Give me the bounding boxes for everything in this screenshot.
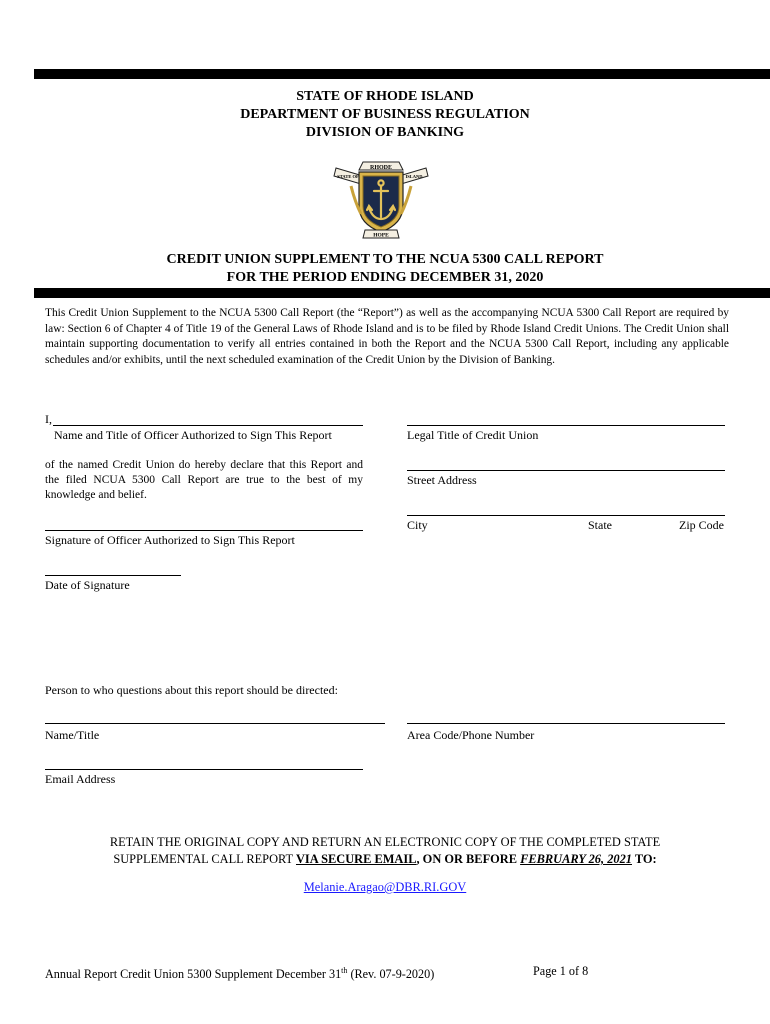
seal-left-text: STATE OF [337,174,359,179]
state-label: State [588,518,612,532]
retain-line-1: RETAIN THE ORIGINAL COPY AND RETURN AN ELECTRONIC COPY OF THE COMPLETED STATE [109,835,661,849]
seal-right-text: ISLAND [405,174,423,179]
footer-title-sup: th [341,966,348,975]
street-address-label: Street Address [407,473,477,487]
zip-code-label: Zip Code [679,518,724,532]
phone-label: Area Code/Phone Number [407,728,535,742]
footer-title-end: (Rev. 07-9-2020) [347,967,435,982]
retain-line-2 [40,851,730,868]
street-address-line[interactable] [407,470,725,471]
deadline-date: FEBRUARY 26, 2021 [520,852,632,866]
name-title-label: Name/Title [45,728,100,742]
date-label: Date of Signature [45,578,130,592]
legal-title-line[interactable] [407,425,725,426]
signature-line[interactable] [45,530,363,531]
signature-label: Signature of Officer Authorized to Sign This Report [45,533,295,547]
state-seal [333,156,429,242]
seal-bottom-text: HOPE [373,232,389,239]
email-address-label: Email Address [45,772,116,786]
header-state: STATE OF RHODE ISLAND [296,89,474,104]
date-line[interactable] [45,575,181,576]
contact-intro: Person to who questions about this report should be directed: [45,683,338,697]
footer-document-title [45,964,434,981]
secure-email-note: VIA SECURE EMAIL [295,852,417,866]
i-prefix: I, [45,412,52,426]
page-number: Page 1 of 8 [533,964,589,978]
footer-title-start: Annual Report Credit Union 5300 Supplement December 31 [45,967,342,982]
city-label: City [407,518,428,532]
retain-line-2-mid: , ON OR BEFORE [416,852,521,866]
seal-top-text: RHODE [369,165,393,171]
header-division: DIVISION OF BANKING [305,125,465,140]
name-title-line[interactable] [45,723,385,724]
retain-line-2-end: TO: [631,852,657,866]
top-rule [34,69,770,79]
contact-email-link[interactable]: Melanie.Aragao@DBR.RI.GOV [303,880,467,894]
city-state-zip-line[interactable] [407,515,725,516]
retain-line-2-start: SUPPLEMENTAL CALL REPORT [113,852,296,866]
report-period: FOR THE PERIOD ENDING DECEMBER 31, 2020 [226,270,544,285]
report-title: CREDIT UNION SUPPLEMENT TO THE NCUA 5300 CALL REPORT [166,252,604,267]
officer-name-line[interactable] [53,425,363,426]
title-rule [34,288,770,298]
email-address-line[interactable] [45,769,363,770]
declaration-text: of the named Credit Union do hereby declare that this Report and the filed NCUA 5300 Call Report are true to the best of my knowledge and belief. [45,459,363,501]
header-department: DEPARTMENT OF BUSINESS REGULATION [240,107,530,122]
intro-paragraph: This Credit Union Supplement to the NCUA 5300 Call Report (the “Report”) as well as the accompanying NCUA 5300 Call Report are required by law: Section 6 of Chapter 4 of Title 19 of the General Laws of Rhode Island and is to be filed by Rhode Island Credit Unions. The Credit Union shall maintain supporting documentation to verify all entries contained in both the Report and the NCUA 5300 Call Report, including any applicable schedules and/or exhibits, until the next scheduled examination of the Credit Union by the Division of Banking. [45,307,729,366]
phone-line[interactable] [407,723,725,724]
legal-title-label: Legal Title of Credit Union [407,428,539,442]
officer-name-label: Name and Title of Officer Authorized to Sign This Report [54,428,332,442]
